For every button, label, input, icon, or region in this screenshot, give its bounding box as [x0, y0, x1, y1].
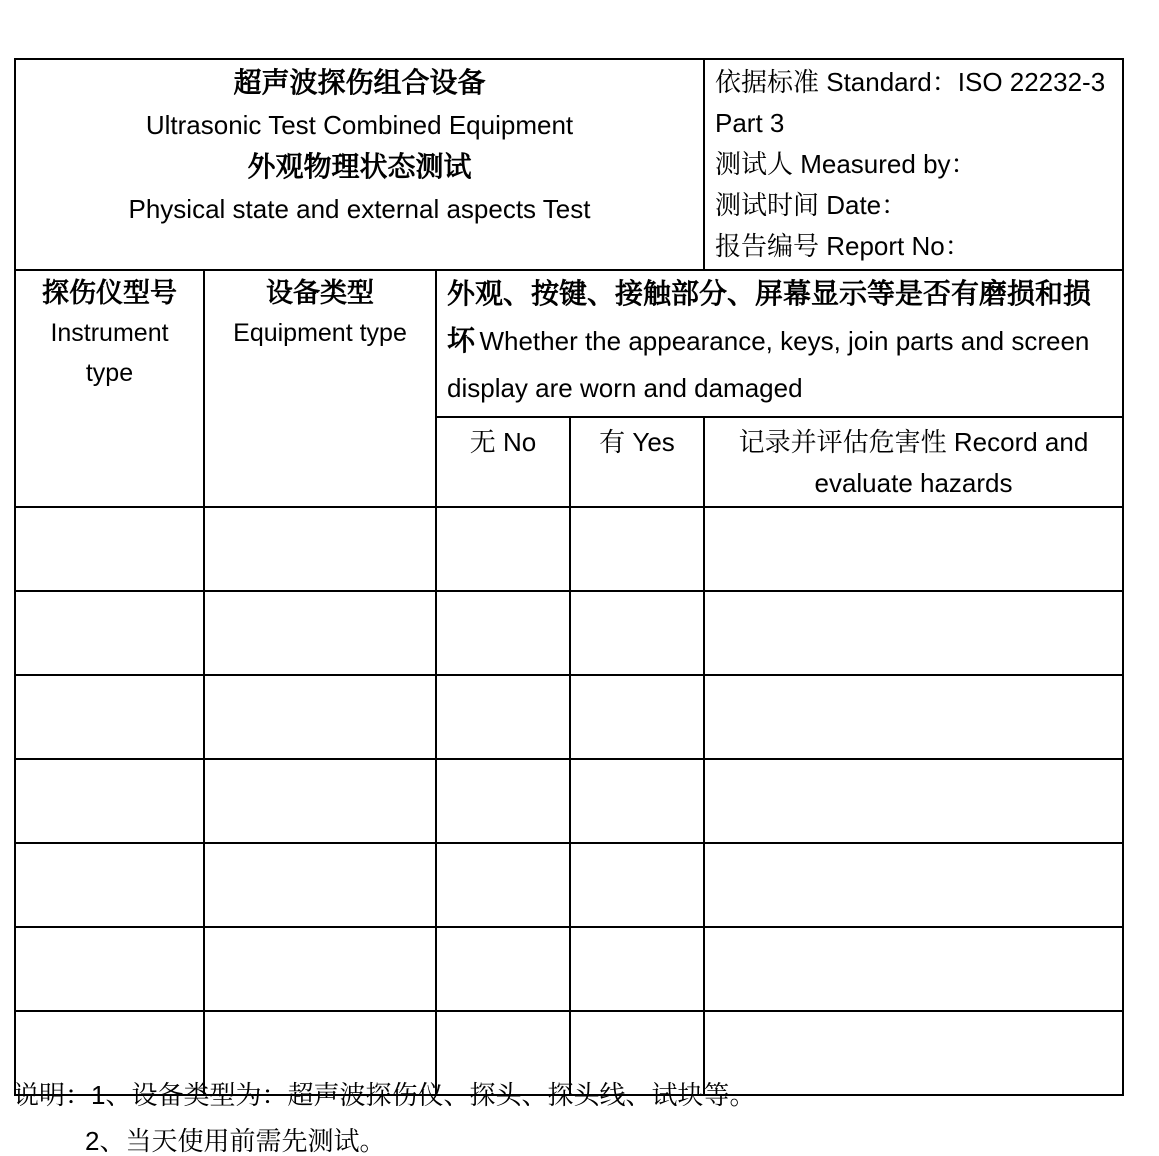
empty-cell-yes [570, 759, 704, 843]
empty-cell-yes [570, 675, 704, 759]
column-header-row [15, 270, 1123, 417]
empty-cell-instrument [15, 843, 204, 927]
date-field: 测试时间 Date： [715, 190, 908, 220]
col-header-record-hazards: 记录并评估危害性 Record and evaluate hazards [704, 417, 1123, 507]
empty-cell-yes [570, 927, 704, 1011]
empty-cell-no [436, 675, 570, 759]
empty-cell-instrument [15, 675, 204, 759]
form-title-zh: 超声波探伤组合设备 [233, 67, 486, 98]
notes-section [13, 1072, 755, 1156]
empty-cell-yes [570, 843, 704, 927]
empty-cell-yes [570, 507, 704, 591]
empty-cell-equipment [204, 843, 436, 927]
table-row [15, 675, 1123, 759]
empty-cell-record [704, 507, 1123, 591]
empty-cell-record [704, 759, 1123, 843]
empty-cell-no [436, 927, 570, 1011]
col-header-instrument-zh: 探伤仪型号 [42, 278, 177, 308]
empty-cell-record [704, 675, 1123, 759]
empty-cell-no [436, 591, 570, 675]
empty-cell-equipment [204, 759, 436, 843]
col-header-equipment-type [204, 270, 436, 507]
report-no-field: 报告编号 Report No： [715, 231, 971, 261]
test-form-table [14, 58, 1124, 1096]
empty-cell-instrument [15, 507, 204, 591]
note-line-2 [85, 1118, 755, 1156]
form-header-row [15, 59, 1123, 270]
empty-cell-yes [570, 591, 704, 675]
empty-cell-no [436, 759, 570, 843]
col-header-yes: 有 Yes [570, 417, 704, 507]
empty-cell-record [704, 591, 1123, 675]
col-header-equipment-en: Equipment type [233, 319, 407, 347]
empty-cell-record [704, 1011, 1123, 1095]
table-row [15, 507, 1123, 591]
table-row [15, 759, 1123, 843]
empty-cell-record [704, 843, 1123, 927]
col-header-equipment-zh: 设备类型 [266, 278, 374, 308]
table-row [15, 591, 1123, 675]
empty-cell-equipment [204, 675, 436, 759]
table-row [15, 843, 1123, 927]
table-row [15, 927, 1123, 1011]
col-header-instrument-type [15, 270, 204, 507]
empty-cell-equipment [204, 927, 436, 1011]
note-line-1 [13, 1072, 755, 1118]
empty-cell-record [704, 927, 1123, 1011]
empty-cell-instrument [15, 591, 204, 675]
empty-cell-equipment [204, 591, 436, 675]
empty-cell-no [436, 843, 570, 927]
form-subtitle-en: Physical state and external aspects Test [128, 194, 591, 224]
standard-field: 依据标准 Standard：ISO 22232-3 Part 3 [715, 67, 1106, 138]
empty-cell-no [436, 507, 570, 591]
note-item-2: 2、当天使用前需先测试。 [85, 1126, 386, 1156]
empty-cell-equipment [204, 507, 436, 591]
col-header-condition-question [436, 270, 1123, 417]
note-item-1: 1、设备类型为：超声波探伤仪、探头、探头线、试块等。 [91, 1080, 756, 1110]
condition-question-zh: 外观、按键、接触部分、屏幕显示等是否有磨损和损坏 [447, 278, 1092, 356]
form-subtitle-zh: 外观物理状态测试 [247, 151, 472, 182]
form-info-block [704, 59, 1123, 270]
measured-by-field: 测试人 Measured by： [715, 149, 977, 179]
form-title-block [15, 59, 704, 270]
form-title-en: Ultrasonic Test Combined Equipment [145, 110, 574, 140]
col-header-instrument-en: Instrument type [50, 319, 169, 387]
empty-cell-instrument [15, 759, 204, 843]
notes-label: 说明： [13, 1080, 92, 1110]
condition-question-en: Whether the appearance, keys, join parts and screen display are worn and damaged [447, 326, 1090, 403]
col-header-no: 无 No [436, 417, 570, 507]
empty-cell-instrument [15, 927, 204, 1011]
